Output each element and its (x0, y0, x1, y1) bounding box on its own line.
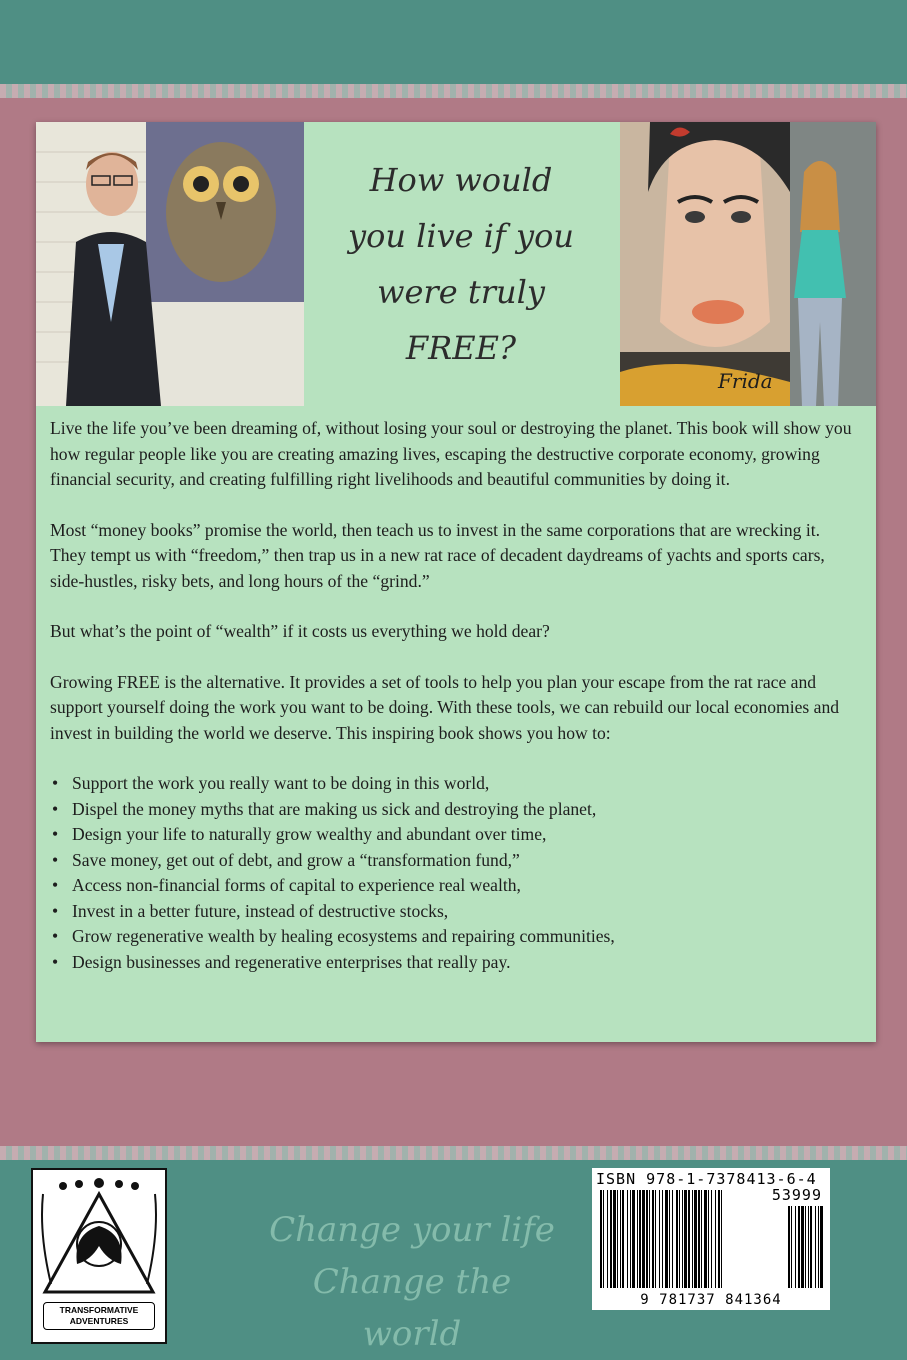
price-barcode-bar (810, 1206, 812, 1288)
book-description (50, 416, 860, 975)
barcode-bar (642, 1190, 645, 1288)
question-line-1: How would (369, 161, 553, 199)
barcode-bar (627, 1190, 628, 1288)
description-paragraph-4: Growing FREE is the alternative. It provides a set of tools to help you plan your escape from the rat race and support yourself doing the work you want to be doing. With these tools, we can rebuild our local economies and invest in building the world we deserve. This inspiring book shows you how to: (50, 671, 840, 743)
list-item: • Support the work you really want to be doing in this world, (72, 771, 860, 797)
barcode-bar (684, 1190, 687, 1288)
barcode-bar (652, 1190, 654, 1288)
barcode-bar (603, 1190, 604, 1288)
tagline (262, 1204, 562, 1360)
content-panel (36, 122, 876, 1042)
price-barcode-bar (788, 1206, 790, 1288)
price-barcode-bar (805, 1206, 806, 1288)
barcode-bar (607, 1190, 608, 1288)
decorative-stripe-bottom (0, 1146, 907, 1160)
ean-digits: 9 781737 841364 (640, 1292, 782, 1308)
isbn-number: ISBN 978-1-7378413-6-4 (596, 1170, 817, 1188)
price-barcode-bar (798, 1206, 800, 1288)
list-item: • Design businesses and regenerative enterprises that really pay. (72, 950, 860, 976)
barcode-bar (639, 1190, 641, 1288)
barcode-bar (613, 1190, 616, 1288)
barcode-bar (630, 1190, 631, 1288)
barcode-bar (672, 1190, 673, 1288)
barcode-bar (701, 1190, 702, 1288)
barcode-bar (600, 1190, 602, 1288)
barcode-bar (632, 1190, 635, 1288)
barcode-bar (679, 1190, 680, 1288)
price-barcode-bar (791, 1206, 792, 1288)
description-paragraph-3: But what’s the point of “wealth” if it costs us everything we hold dear? (50, 621, 550, 641)
barcode-bars (592, 1168, 830, 1310)
barcode-bar (698, 1190, 700, 1288)
barcode-bar (704, 1190, 707, 1288)
barcode-bar (669, 1190, 670, 1288)
barcode-bar (711, 1190, 712, 1288)
list-item: • Dispel the money myths that are making us sick and destroying the planet, (72, 797, 860, 823)
tagline-line-2: Change the world (312, 1262, 512, 1354)
question-line-2: you live if you (348, 217, 574, 255)
man-with-owl-mural-image (36, 122, 304, 406)
price-barcode-bar (820, 1206, 823, 1288)
question-line-4: FREE? (405, 329, 517, 367)
price-barcode-bar (815, 1206, 816, 1288)
decorative-stripe-top (0, 84, 907, 98)
woman-with-frida-mural-image (620, 122, 876, 406)
barcode-bar (665, 1190, 668, 1288)
publisher-name-line-1: TRANSFORMATIVE (59, 1305, 139, 1315)
barcode-bar (682, 1190, 683, 1288)
barcode-bar (610, 1190, 612, 1288)
price-code: 53999 (771, 1186, 822, 1204)
isbn-barcode (592, 1168, 830, 1310)
publisher-logo (31, 1168, 167, 1344)
list-item: • Save money, get out of debt, and grow a “transformation fund,” (72, 848, 860, 874)
list-item: • Invest in a better future, instead of destructive stocks, (72, 899, 860, 925)
barcode-bar (655, 1190, 656, 1288)
barcode-bar (676, 1190, 678, 1288)
barcode-bar (708, 1190, 709, 1288)
publisher-name-line-2: ADVENTURES (69, 1316, 129, 1326)
description-paragraph-2: Most “money books” promise the world, then teach us to invest in the same corporations that are wrecking it. They tempt us with “freedom,” then trap us in a new rat race of decadent daydreams of yachts and sports cars, side-hustles, risky bets, and long hours of the “grind.” (50, 519, 825, 591)
moth-triangle-icon (33, 1174, 165, 1304)
author-photo-right (620, 122, 876, 406)
barcode-bar (659, 1190, 660, 1288)
list-item: • Access non-financial forms of capital to experience real wealth, (72, 873, 860, 899)
description-paragraph-1: Live the life you’ve been dreaming of, without losing your soul or destroying the planet. This book will show you how regular people like you are creating amazing lives, escaping the destructive corporate economy, growing financial security, and creating fulfilling right livelihoods and beautiful communities by doing it. (50, 418, 852, 489)
barcode-bar (721, 1190, 722, 1288)
publisher-name (43, 1302, 155, 1330)
barcode-bar (692, 1190, 693, 1288)
barcode-bar (718, 1190, 720, 1288)
price-barcode-bar (808, 1206, 809, 1288)
barcode-bar (646, 1190, 648, 1288)
price-barcode-bar (795, 1206, 796, 1288)
tagline-line-1: Change your life (269, 1210, 555, 1250)
barcode-bar (662, 1190, 663, 1288)
barcode-bar (688, 1190, 690, 1288)
barcode-bar (715, 1190, 716, 1288)
list-item: • Grow regenerative wealth by healing ecosystems and repairing communities, (72, 924, 860, 950)
barcode-bar (649, 1190, 650, 1288)
benefits-list (50, 771, 860, 975)
barcode-bar (617, 1190, 618, 1288)
list-item: • Design your life to naturally grow wealthy and abundant over time, (72, 822, 860, 848)
frida-signature: Frida (718, 369, 773, 393)
headline-question (316, 152, 606, 376)
barcode-bar (694, 1190, 697, 1288)
barcode-bar (620, 1190, 621, 1288)
question-line-3: were truly (377, 273, 545, 311)
top-band (0, 0, 907, 84)
price-barcode-bar (801, 1206, 804, 1288)
author-photo-left (36, 122, 304, 406)
price-barcode-bar (818, 1206, 819, 1288)
barcode-bar (622, 1190, 624, 1288)
barcode-bar (637, 1190, 638, 1288)
